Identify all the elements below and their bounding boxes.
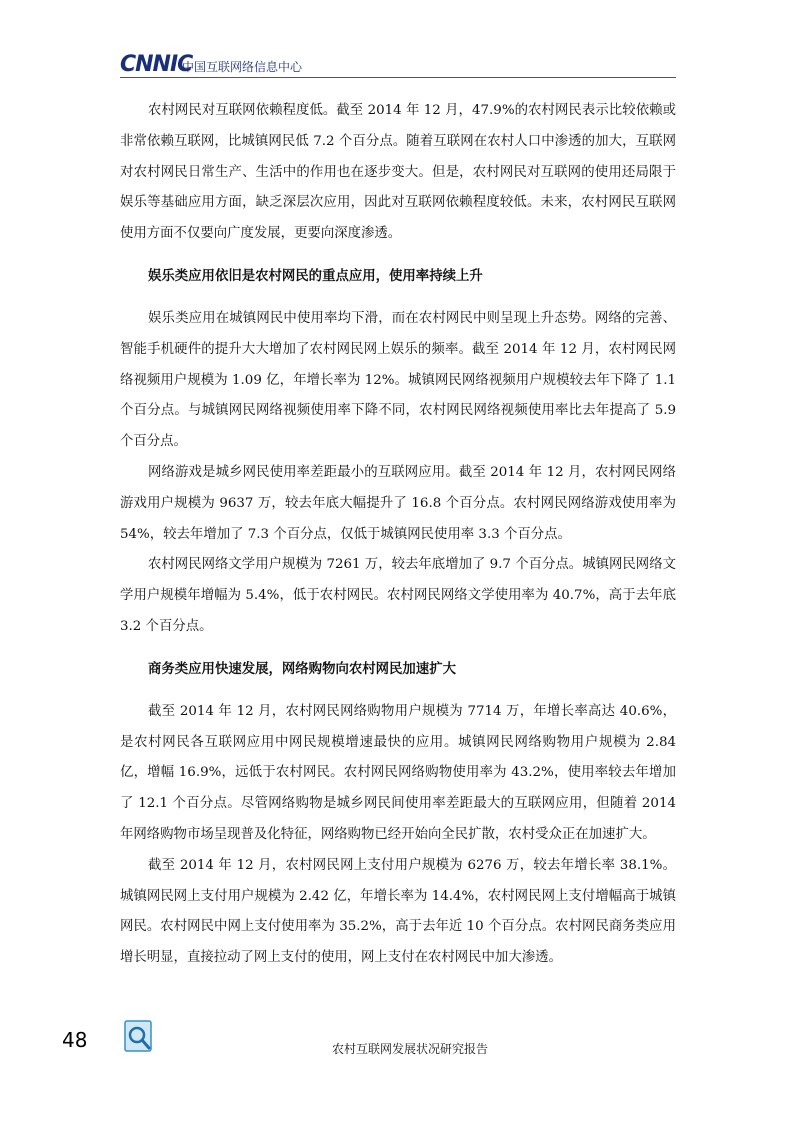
org-name: 中国互联网络信息中心 (182, 60, 303, 74)
paragraph: 截至 2014 年 12 月，农村网民网上支付用户规模为 6276 万，较去年增长率 38.1%。城镇网民网上支付用户规模为 2.42 亿，年增长率为 14.4%，农村网民网上支付增幅高于城镇网民。农村网民中网上支付使用率为 35.2%，高于去年近 10 个百分点。农村网民商务类应用增长明显，直接拉动了网上支付的使用，网上支付在农村网民中加大渗透。 (120, 857, 676, 966)
body-content (120, 96, 676, 974)
page-header (120, 50, 676, 78)
section-heading: 娱乐类应用依旧是农村网民的重点应用，使用率持续上升 (148, 268, 483, 284)
paragraph: 娱乐类应用在城镇网民中使用率均下滑，而在农村网民中则呈现上升态势。网络的完善、智能手机硬件的提升大大增加了农村网民网上娱乐的频率。截至 2014 年 12 月，农村网民网络视频用户规模为 1.09 亿，年增长率为 12%。城镇网民网络视频用户规模较去年下降了 1.1 个百分点。与城镇网民网络视频使用率下降不同，农村网民网络视频使用率比去年提高了 5.9 个百分点。 (120, 310, 676, 450)
paragraph: 网络游戏是城乡网民使用率差距最小的互联网应用。截至 2014 年 12 月，农村网民网络游戏用户规模为 9637 万，较去年底大幅提升了 16.8 个百分点。农村网民网络游戏使用率为 54%，较去年增加了 7.3 个百分点，仅低于城镇网民使用率 3.3 个百分点。 (120, 464, 676, 542)
header-divider (120, 77, 676, 78)
section-heading: 商务类应用快速发展，网络购物向农村网民加速扩大 (148, 661, 456, 677)
cnnic-logo: CNNIC (120, 52, 193, 77)
report-logo-icon (124, 1020, 154, 1054)
paragraph: 农村网民网络文学用户规模为 7261 万，较去年底增加了 9.7 个百分点。城镇网民网络文学用户规模年增幅为 5.4%，低于农村网民。农村网民网络文学使用率为 40.7%，高于去年底 3.2 个百分点。 (120, 557, 676, 634)
paragraph: 截至 2014 年 12 月，农村网民网络购物用户规模为 7714 万，年增长率高达 40.6%，是农村网民各互联网应用中网民规模增速最快的应用。城镇网民网络购物用户规模为 2.84 亿，增幅 16.9%，远低于农村网民。农村网民网络购物使用率为 43.2%，使用率较去年增加了 12.1 个百分点。尽管网络购物是城乡网民间使用率差距最大的互联网应用，但随着 2014 年网络购物市场呈现普及化特征，网络购物已经开始向全民扩散，农村受众正在加速扩大。 (120, 703, 676, 842)
page-number: 48 (62, 1028, 88, 1052)
paragraph: 农村网民对互联网依赖程度低。截至 2014 年 12 月，47.9%的农村网民表示比较依赖或非常依赖互联网，比城镇网民低 7.2 个百分点。随着互联网在农村人口中渗透的加大，互联网对农村网民日常生产、生活中的作用也在逐步变大。但是，农村网民对互联网的使用还局限于娱乐等基础应用方面，缺乏深层次应用，因此对互联网依赖程度较低。未来，农村网民互联网使用方面不仅要向广度发展，更要向深度渗透。 (120, 103, 676, 242)
report-title: 农村互联网发展状况研究报告 (332, 1042, 489, 1056)
